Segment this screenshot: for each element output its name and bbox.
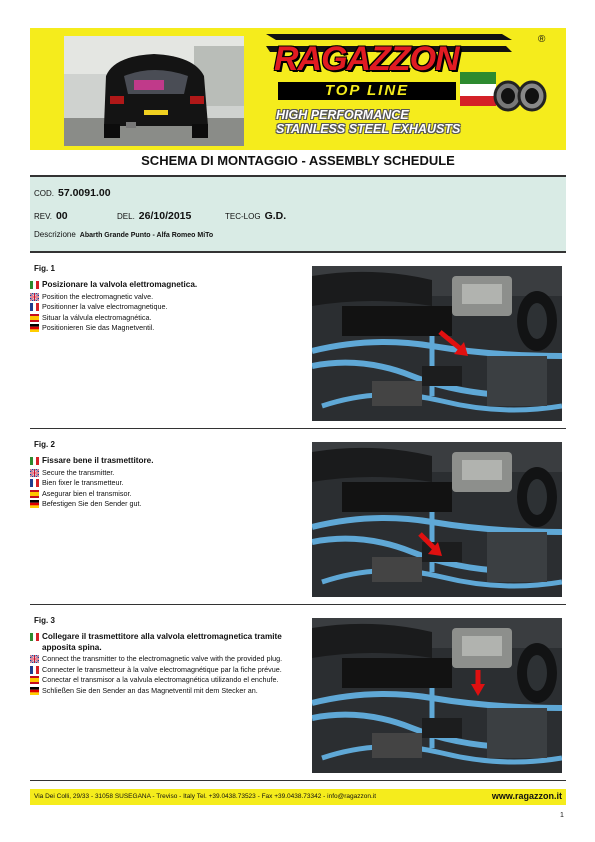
website-link[interactable]: www.ragazzon.it (491, 791, 562, 801)
footer-bar (30, 789, 566, 805)
teclog-label: TEC-LOG (225, 212, 261, 221)
instruction-es (30, 313, 294, 324)
instruction-text: Connecter le transmetteur à la valve electromagnétique par la fiche prévue. (42, 664, 282, 674)
del-value: 26/10/2015 (138, 210, 192, 222)
teclog-value: G.D. (264, 210, 287, 222)
page-number: 1 (560, 812, 564, 819)
figure-label: Fig. 3 (34, 616, 55, 625)
instruction-it (30, 632, 294, 653)
rev-row (34, 210, 68, 222)
instruction-text: Secure the transmitter. (42, 467, 115, 477)
description-row (34, 230, 213, 239)
instruction-fr (30, 478, 294, 489)
figure-section-1 (30, 258, 566, 429)
instruction-en (30, 654, 294, 665)
figure-section-3 (30, 610, 566, 781)
instruction-text: Situar la válvula electromagnética. (42, 312, 152, 322)
italian-flag-icon (30, 457, 39, 465)
instruction-text: Positionieren Sie das Magnetventil. (42, 323, 155, 332)
cod-label: COD. (34, 189, 54, 198)
instruction-de (30, 323, 294, 334)
tagline (276, 108, 546, 136)
instruction-list (30, 456, 294, 510)
registered-mark: ® (538, 34, 546, 45)
italian-flag-icon (30, 633, 39, 641)
brand-name: RAGAZZON (274, 40, 459, 78)
footer-address: Via Dei Colli, 29/33 - 31058 SUSEGANA - Treviso - Italy Tel. +39.0438.73523 - Fax +39.0438.73342 - info@ragazzon.it (34, 793, 377, 800)
italian-flag-icon (30, 281, 39, 289)
description-value: Abarth Grande Punto - Alfa Romeo MiTo (79, 232, 214, 239)
teclog-row (225, 210, 286, 222)
description-label: Descrizione (34, 230, 76, 239)
instruction-text: Positionner la valve electromagnetique. (42, 302, 168, 311)
instruction-list (30, 632, 294, 696)
instruction-text: Asegurar bien el transmisor. (42, 488, 132, 498)
german-flag-icon (30, 687, 39, 695)
engine-bay-photo (312, 618, 562, 773)
instruction-text: Position the electromagnetic valve. (42, 291, 154, 301)
page-title: SCHEMA DI MONTAGGIO - ASSEMBLY SCHEDULE (141, 153, 455, 168)
instruction-de (30, 499, 294, 510)
french-flag-icon (30, 303, 39, 311)
header-banner (30, 28, 566, 150)
spanish-flag-icon (30, 314, 39, 322)
german-flag-icon (30, 500, 39, 508)
german-flag-icon (30, 324, 39, 332)
uk-flag-icon (30, 655, 39, 663)
cod-value: 57.0091.00 (58, 187, 111, 199)
del-row (117, 210, 191, 222)
instruction-text: Befestigen Sie den Sender gut. (42, 499, 142, 508)
figure-label: Fig. 2 (34, 440, 55, 449)
rev-label: REV. (34, 212, 52, 221)
instruction-text: Connect the transmitter to the electromagnetic valve with the provided plug. (42, 654, 283, 663)
figure-section-2 (30, 434, 566, 605)
instruction-fr (30, 302, 294, 313)
french-flag-icon (30, 666, 39, 674)
uk-flag-icon (30, 293, 39, 301)
instruction-text: Schließen Sie den Sender an das Magnetventil mit dem Stecker an. (42, 685, 258, 695)
instruction-it (30, 280, 294, 291)
instruction-de (30, 686, 294, 697)
brand-subtitle: TOP LINE (278, 82, 456, 100)
instruction-en (30, 468, 294, 479)
engine-bay-photo (312, 266, 562, 421)
instruction-text: Collegare il trasmettitore alla valvola elettromagnetica tramite apposita spina. (42, 632, 282, 652)
figure-label: Fig. 1 (34, 264, 55, 273)
instruction-fr (30, 665, 294, 676)
instruction-es (30, 675, 294, 686)
french-flag-icon (30, 479, 39, 487)
engine-bay-photo (312, 442, 562, 597)
car-rear-photo (64, 36, 244, 146)
instruction-es (30, 489, 294, 500)
tagline-line-1: HIGH PERFORMANCE (276, 108, 409, 122)
spanish-flag-icon (30, 490, 39, 498)
rev-value: 00 (55, 210, 68, 222)
instruction-text: Fissare bene il trasmettitore. (42, 456, 154, 465)
instruction-text: Posizionare la valvola elettromagnetica. (42, 280, 198, 289)
instruction-list (30, 280, 294, 334)
spanish-flag-icon (30, 676, 39, 684)
del-label: DEL. (117, 212, 135, 221)
instruction-text: Conectar el transmisor a la valvula electromagnética utilizando el enchufe. (42, 675, 279, 684)
tagline-line-2: STAINLESS STEEL EXHAUSTS (276, 122, 461, 136)
uk-flag-icon (30, 469, 39, 477)
instruction-en (30, 292, 294, 303)
instruction-text: Bien fixer le transmetteur. (42, 478, 124, 487)
ragazzon-logo (262, 28, 566, 150)
instruction-it (30, 456, 294, 467)
cod-row (34, 187, 111, 199)
info-box (30, 175, 566, 253)
